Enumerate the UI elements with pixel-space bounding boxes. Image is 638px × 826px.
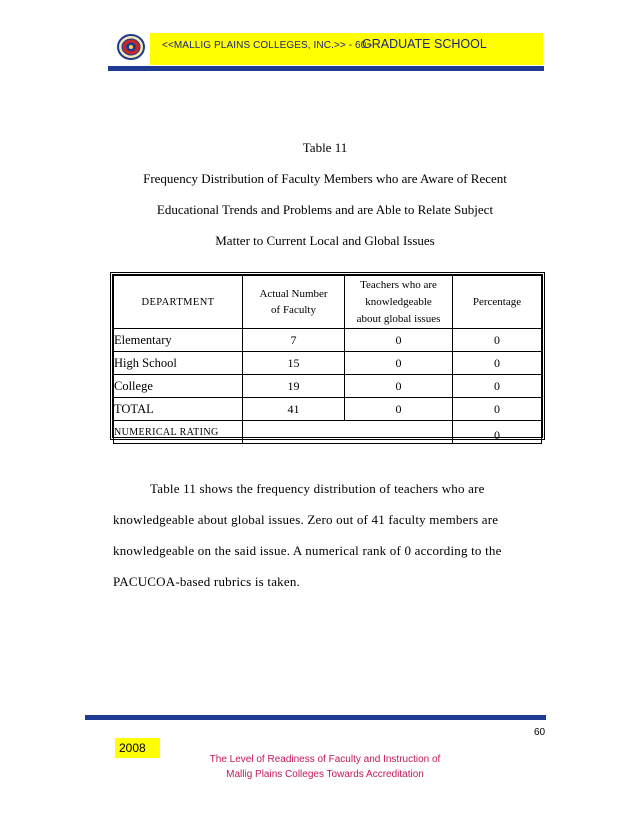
table-row [114, 375, 542, 398]
rating-label: NUMERICAL RATING [114, 421, 243, 444]
header-school-label: GRADUATE SCHOOL [362, 37, 487, 51]
table-row [114, 352, 542, 375]
footer-title-line-2: Mallig Plains Colleges Towards Accreditation [226, 769, 424, 780]
header-actual-number [243, 276, 345, 329]
paragraph-line-3: knowledgeable on the said issue. A numerical rank of 0 according to the [113, 543, 502, 558]
rating-value: 0 [453, 421, 542, 444]
rating-blank [243, 421, 453, 444]
row-percentage: 0 [453, 352, 542, 375]
footer-year: 2008 [119, 741, 146, 755]
header-teachers-line2: knowledgeable [365, 295, 432, 308]
row-teachers: 0 [345, 375, 453, 398]
footer-divider [85, 715, 546, 720]
header-actual-line2: of Faculty [271, 304, 316, 316]
header-teachers-line3: about global issues [356, 312, 441, 325]
college-seal-icon [117, 33, 145, 61]
frequency-table [113, 275, 542, 444]
caption-line-1: Frequency Distribution of Faculty Members who are Aware of Recent [143, 171, 507, 186]
paragraph-line-1: Table 11 shows the frequency distribution of teachers who are [150, 481, 485, 496]
table-row [114, 329, 542, 352]
header-divider [108, 66, 544, 71]
row-actual: 15 [243, 352, 345, 375]
caption-line-3: Matter to Current Local and Global Issues [215, 233, 435, 248]
row-department: TOTAL [114, 398, 243, 421]
row-percentage: 0 [453, 375, 542, 398]
caption-line-2: Educational Trends and Problems and are Able to Relate Subject [156, 202, 494, 217]
header-actual-line1: Actual Number [259, 288, 328, 300]
table-row-rating [114, 421, 542, 444]
row-teachers: 0 [345, 398, 453, 421]
row-actual: 41 [243, 398, 345, 421]
row-actual: 19 [243, 375, 345, 398]
row-department: Elementary [114, 329, 243, 352]
header-department: DEPARTMENT [114, 276, 243, 329]
header-teachers-line1: Teachers who are [360, 278, 437, 291]
row-teachers: 0 [345, 329, 453, 352]
row-department: High School [114, 352, 243, 375]
footer-title-line-1: The Level of Readiness of Faculty and Instruction of [209, 754, 441, 765]
row-teachers: 0 [345, 352, 453, 375]
paragraph-line-4: PACUCOA-based rubrics is taken. [113, 574, 300, 589]
row-percentage: 0 [453, 398, 542, 421]
paragraph-line-2: knowledgeable about global issues. Zero out of 41 faculty members are [113, 512, 499, 527]
header-teachers-knowledgeable [345, 276, 453, 329]
table-header-row [114, 276, 542, 329]
table-number: Table 11 [302, 140, 348, 155]
header-percentage: Percentage [453, 276, 542, 329]
data-table-frame [110, 272, 545, 440]
row-department: College [114, 375, 243, 398]
table-row-total [114, 398, 542, 421]
header-college-text: <<MALLIG PLAINS COLLEGES, INC.>> - 60 - [162, 40, 373, 51]
row-percentage: 0 [453, 329, 542, 352]
page-number: 60 [534, 727, 546, 738]
row-actual: 7 [243, 329, 345, 352]
